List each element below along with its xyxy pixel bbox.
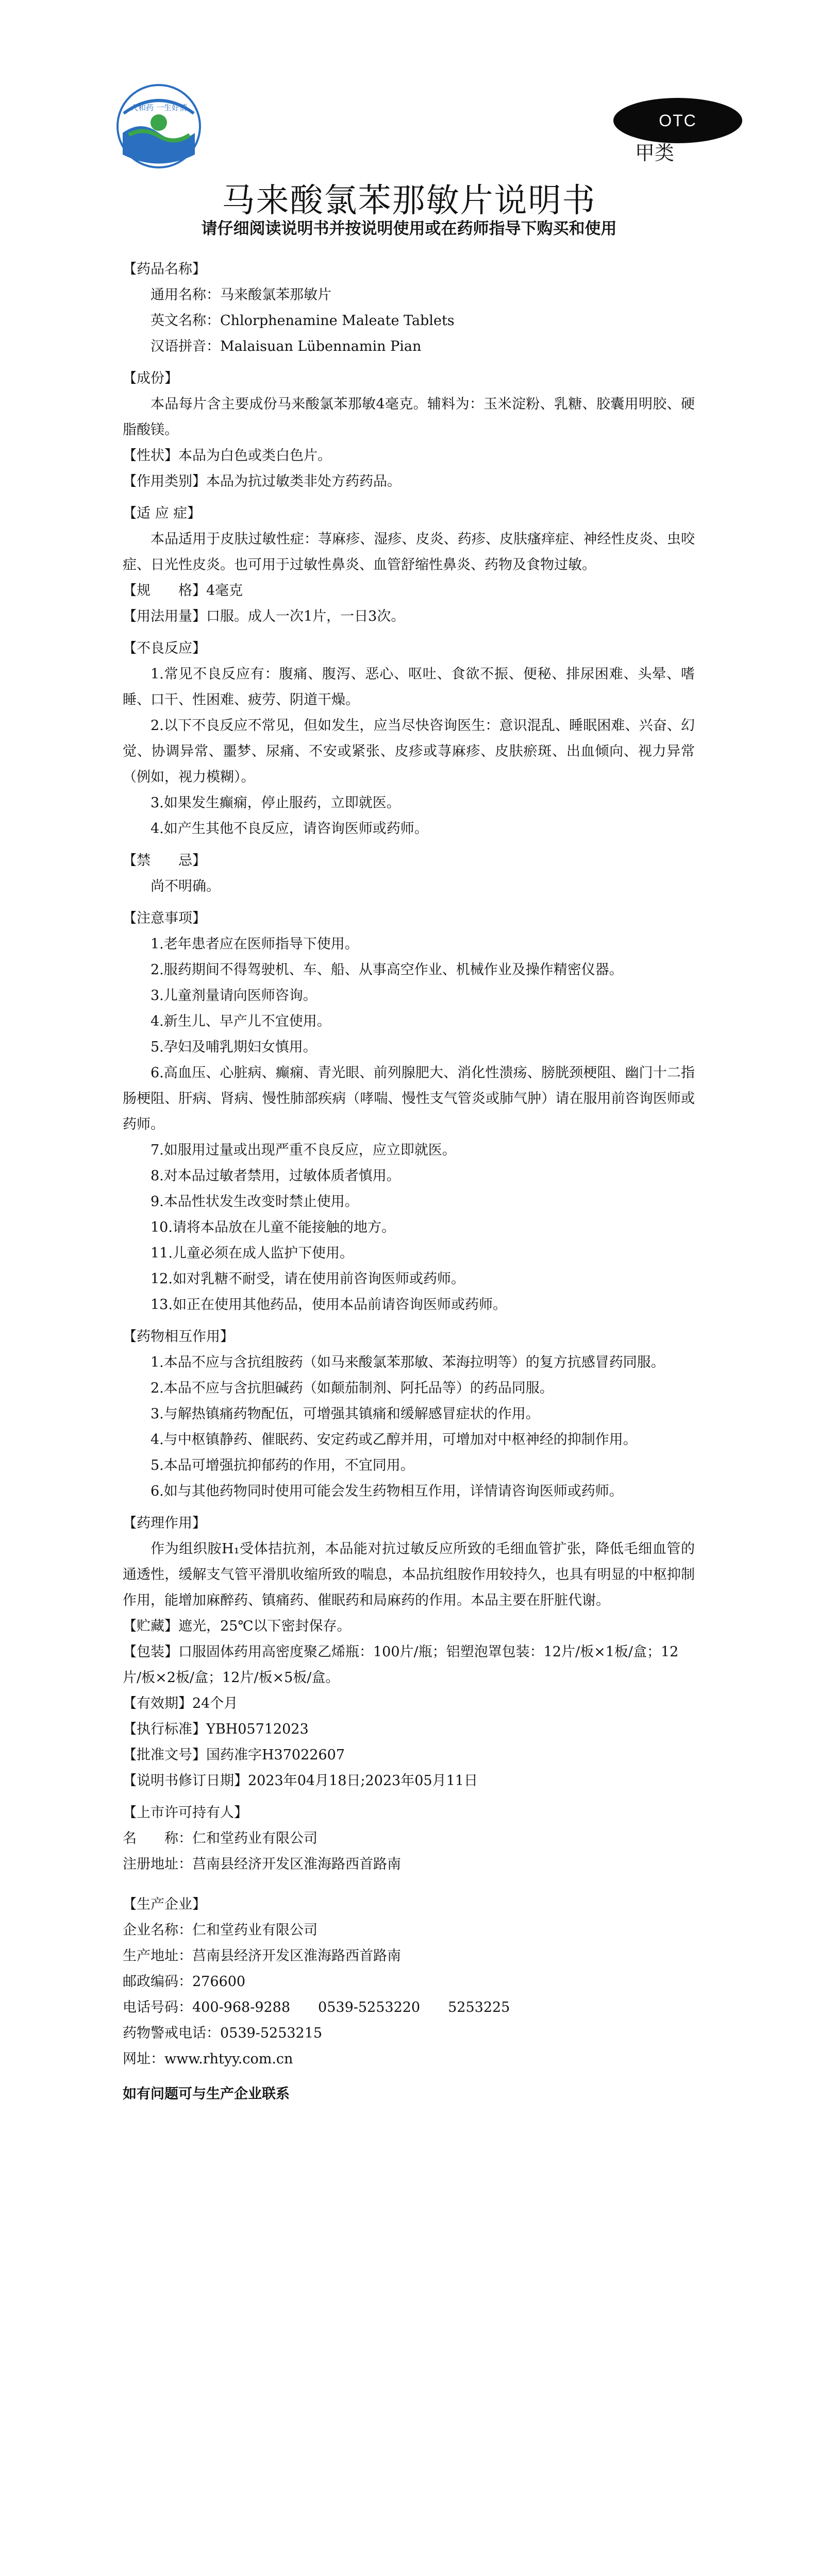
section-appearance [123, 443, 695, 469]
section-validity [123, 1691, 695, 1717]
section-heading: 【有效期】 [123, 1696, 192, 1711]
section-drug-name [123, 257, 695, 360]
package-text: 口服固体药用高密度聚乙烯瓶：100片/瓶；铝塑泡罩包装：12片/板×1板/盒；12片/板×2板/盒；12片/板×5板/盒。 [123, 1644, 679, 1686]
otc-class-label: 甲类 [635, 142, 675, 164]
section-specification [123, 578, 695, 604]
section-marketing-holder [123, 1800, 695, 1877]
section-manufacturer [123, 1892, 695, 2072]
section-approval [123, 1742, 695, 1768]
holder-address: 注册地址：莒南县经济开发区淮海路西首路南 [123, 1856, 401, 1872]
list-item: 9.本品性状发生改变时禁止使用。 [151, 1194, 359, 1210]
list-item: 3.儿童剂量请向医师咨询。 [151, 988, 317, 1004]
section-interactions [123, 1324, 695, 1504]
dosage-text: 口服。成人一次1片，一日3次。 [206, 608, 405, 624]
website: 网址：www.rhtyy.com.cn [123, 2051, 293, 2067]
english-name: 英文名称：Chlorphenamine Maleate Tablets [151, 313, 455, 329]
section-heading: 【适 应 症】 [123, 505, 202, 521]
section-heading: 【包装】 [123, 1644, 178, 1660]
section-heading: 【用法用量】 [123, 608, 206, 624]
storage-text: 遮光，25℃以下密封保存。 [178, 1618, 351, 1634]
company-logo [92, 77, 226, 175]
contraindications-text: 尚不明确。 [151, 878, 220, 894]
section-standard [123, 1717, 695, 1742]
phone-numbers: 电话号码：400-968-9288 0539-5253220 5253225 [123, 1999, 510, 2015]
holder-name: 名 称：仁和堂药业有限公司 [123, 1831, 318, 1846]
list-item: 2.以下不良反应不常见，但如发生，应当尽快咨询医生：意识混乱、睡眠困难、兴奋、幻觉、协调异常、噩梦、尿痛、不安或紧张、皮疹或荨麻疹、皮肤瘀斑、出血倾向、视力异常（例如，视力模糊）。 [123, 718, 695, 785]
appearance-line [123, 443, 695, 469]
ingredients-text: 本品每片含主要成份马来酸氯苯那敏4毫克。辅料为：玉米淀粉、乳糖、胶囊用明胶、硬脂酸镁。 [123, 396, 695, 438]
section-heading: 【批准文号】 [123, 1747, 206, 1763]
list-item: 4.如产生其他不良反应，请咨询医师或药师。 [151, 821, 428, 837]
logo-center-dot [151, 114, 167, 131]
section-heading: 【作用类别】 [123, 473, 206, 489]
list-item: 7.如服用过量或出现严重不良反应，应立即就医。 [151, 1142, 456, 1158]
section-heading: 【规 格】 [123, 583, 206, 599]
storage-line [123, 1614, 695, 1639]
logo-text: 人和药 一生好情 [130, 103, 187, 112]
section-heading: 【贮藏】 [123, 1618, 178, 1634]
validity-text: 24个月 [192, 1696, 238, 1711]
postal-code: 邮政编码：276600 [123, 1974, 246, 1990]
list-item: 3.如果发生癫痫，停止服药，立即就医。 [151, 795, 400, 811]
category-text: 本品为抗过敏类非处方药药品。 [206, 473, 401, 489]
section-pharmacology [123, 1511, 695, 1614]
section-heading: 【成份】 [123, 370, 178, 386]
section-package [123, 1639, 695, 1691]
list-item: 13.如正在使用其他药品，使用本品前请咨询医师或药师。 [151, 1297, 507, 1313]
footer-note: 如有问题可与生产企业联系 [123, 2086, 290, 2102]
list-item: 11.儿童必须在成人监护下使用。 [151, 1245, 354, 1261]
section-heading: 【药品名称】 [123, 261, 206, 277]
list-item: 2.服药期间不得驾驶机、车、船、从事高空作业、机械作业及操作精密仪器。 [151, 962, 623, 978]
indications-text: 本品适用于皮肤过敏性症：荨麻疹、湿疹、皮炎、药疹、皮肤瘙痒症、神经性皮炎、虫咬症、日光性皮炎。也可用于过敏性鼻炎、血管舒缩性鼻炎、药物及食物过敏。 [123, 531, 695, 573]
list-item: 3.与解热镇痛药物配伍，可增强其镇痛和缓解感冒症状的作用。 [151, 1406, 540, 1422]
package-line [123, 1639, 695, 1691]
revision-text: 2023年04月18日;2023年05月11日 [248, 1773, 478, 1789]
specification-text: 4毫克 [206, 583, 243, 599]
list-item: 12.如对乳糖不耐受，请在使用前咨询医师或药师。 [151, 1271, 465, 1287]
standard-text: YBH05712023 [206, 1721, 309, 1737]
manufacturer-address: 生产地址：莒南县经济开发区淮海路西首路南 [123, 1948, 401, 1964]
category-line [123, 469, 695, 495]
list-item: 10.请将本品放在儿童不能接触的地方。 [151, 1219, 395, 1235]
leaflet-body [123, 257, 695, 2107]
appearance-text: 本品为白色或类白色片。 [178, 448, 331, 464]
list-item: 1.常见不良反应有：腹痛、腹泻、恶心、呕吐、食欲不振、便秘、排尿困难、头晕、嗜睡、口干、性困难、疲劳、阴道干燥。 [123, 666, 695, 708]
list-item: 2.本品不应与含抗胆碱药（如颠茄制剂、阿托品等）的药品同服。 [151, 1380, 554, 1396]
pinyin-name: 汉语拼音：Malaisuan Lübennamin Pian [151, 338, 422, 354]
section-indications [123, 501, 695, 578]
section-heading: 【注意事项】 [123, 910, 206, 926]
spacer [123, 1877, 695, 1886]
section-heading: 【不良反应】 [123, 640, 206, 656]
list-item: 6.高血压、心脏病、癫痫、青光眼、前列腺肥大、消化性溃疡、膀胱颈梗阻、幽门十二指肠梗阻、肝病、肾病、慢性肺部疾病（哮喘、慢性支气管炎或肺气肿）请在服用前咨询医师或药师。 [123, 1065, 695, 1132]
section-category [123, 469, 695, 495]
section-adverse-reactions [123, 636, 695, 842]
section-heading: 【生产企业】 [123, 1896, 206, 1912]
pharmacovigilance-phone: 药物警戒电话：0539-5253215 [123, 2025, 323, 2041]
list-item: 1.老年患者应在医师指导下使用。 [151, 936, 359, 952]
approval-line [123, 1742, 695, 1768]
section-heading: 【执行标准】 [123, 1721, 206, 1737]
list-item: 1.本品不应与含抗组胺药（如马来酸氯苯那敏、苯海拉明等）的复方抗感冒药同服。 [151, 1354, 665, 1370]
generic-name: 通用名称：马来酸氯苯那敏片 [151, 287, 331, 303]
specification-line [123, 578, 695, 604]
section-contraindications [123, 848, 695, 900]
section-precautions [123, 906, 695, 1318]
section-heading: 【药物相互作用】 [123, 1329, 234, 1345]
page-title: 马来酸氯苯那敏片说明书 [222, 182, 596, 220]
section-heading: 【性状】 [123, 448, 178, 464]
section-dosage [123, 604, 695, 630]
page-subtitle: 请仔细阅读说明书并按说明使用或在药师指导下购买和使用 [201, 219, 617, 238]
list-item: 6.如与其他药物同时使用可能会发生药物相互作用，详情请咨询医师或药师。 [151, 1483, 623, 1499]
pharmacology-text: 作为组织胺H₁受体拮抗剂，本品能对抗过敏反应所致的毛细血管扩张，降低毛细血管的通透性，缓解支气管平滑肌收缩所致的喘息，本品抗组胺作用较持久，也具有明显的中枢抑制作用，能增加麻醉药、镇痛药、催眠药和局麻药的作用。本品主要在肝脏代谢。 [123, 1541, 695, 1608]
section-heading: 【药理作用】 [123, 1515, 206, 1531]
list-item: 8.对本品过敏者禁用，过敏体质者慎用。 [151, 1168, 400, 1184]
otc-badge: OTC [613, 98, 742, 143]
approval-text: 国药准字H37022607 [206, 1747, 345, 1763]
manufacturer-name: 企业名称：仁和堂药业有限公司 [123, 1922, 318, 1938]
section-ingredients [123, 366, 695, 443]
section-heading: 【上市许可持有人】 [123, 1805, 248, 1821]
dosage-line [123, 604, 695, 630]
section-heading: 【说明书修订日期】 [123, 1773, 248, 1789]
standard-line [123, 1717, 695, 1742]
section-revision-date [123, 1768, 695, 1794]
revision-line [123, 1768, 695, 1794]
list-item: 4.与中枢镇静药、催眠药、安定药或乙醇并用，可增加对中枢神经的抑制作用。 [151, 1432, 637, 1448]
validity-line [123, 1691, 695, 1717]
section-heading: 【禁 忌】 [123, 853, 206, 869]
list-item: 5.本品可增强抗抑郁药的作用，不宜同用。 [151, 1458, 414, 1473]
list-item: 4.新生儿、早产儿不宜使用。 [151, 1013, 331, 1029]
section-storage [123, 1614, 695, 1639]
list-item: 5.孕妇及哺乳期妇女慎用。 [151, 1039, 317, 1055]
